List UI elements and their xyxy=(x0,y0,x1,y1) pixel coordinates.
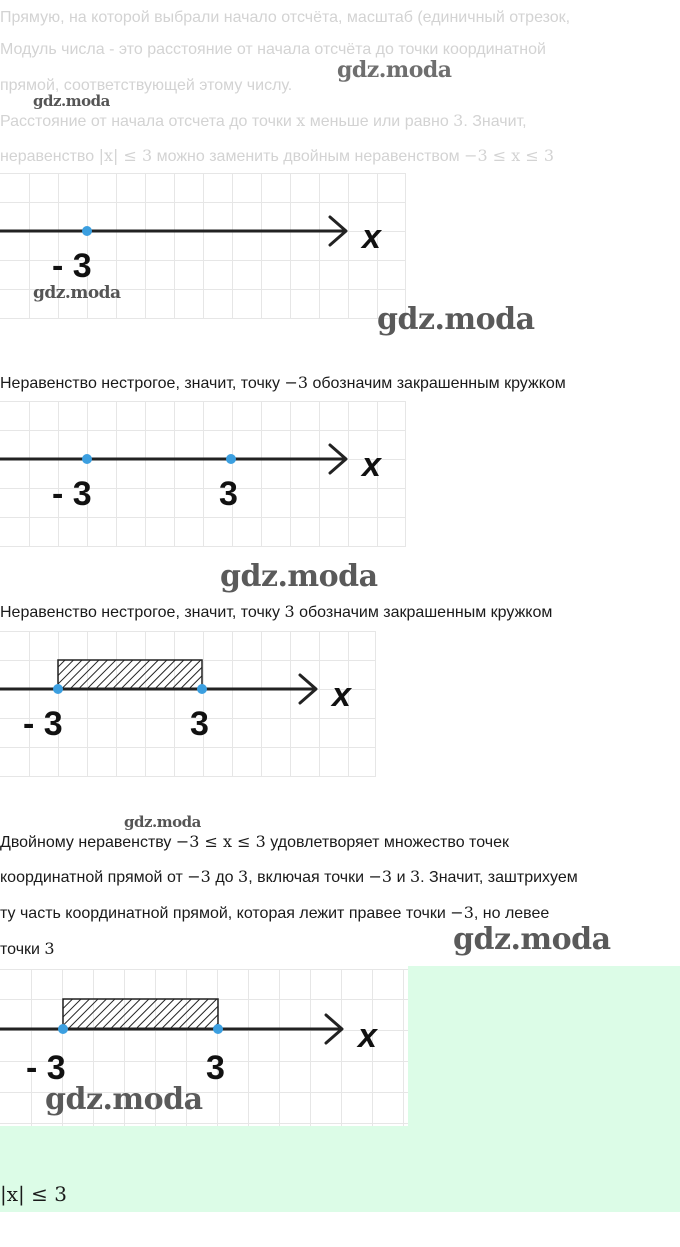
watermark: gdz.moda xyxy=(33,283,121,303)
watermark: gdz.moda xyxy=(377,302,535,337)
answer-background-top xyxy=(408,966,680,1126)
point-minus-3 xyxy=(53,684,63,694)
label-minus-3: - 3 xyxy=(26,1049,66,1087)
label-3: 3 xyxy=(190,705,209,743)
step2-text: Неравенство нестрогое, значит, точку −3 обозначим закрашенным кружком xyxy=(0,373,566,392)
watermark: gdz.moda xyxy=(45,1082,203,1117)
step4-line-2: координатной прямой от −3 до 3, включая точки −3 и 3. Значит, заштрихуем xyxy=(0,867,578,886)
watermark: gdz.moda xyxy=(220,559,378,594)
number-line-figure-3 xyxy=(0,631,376,777)
intro-line-3: прямой, соответствующей этому числу. xyxy=(0,77,293,94)
label-minus-3: - 3 xyxy=(52,247,92,285)
axis-label-x: x xyxy=(362,446,381,484)
watermark: gdz.moda xyxy=(337,57,452,83)
hatched-interval xyxy=(58,660,202,689)
number-line-figure-2 xyxy=(0,401,406,547)
answer-background xyxy=(0,1126,680,1212)
label-minus-3: - 3 xyxy=(23,705,63,743)
number-line-svg-2 xyxy=(0,401,406,547)
watermark: gdz.moda xyxy=(453,922,611,957)
number-line-svg-3 xyxy=(0,631,376,777)
hatched-interval xyxy=(63,999,218,1029)
label-3: 3 xyxy=(219,475,238,513)
axis-label-x: x xyxy=(362,218,381,256)
intro-line-1: Прямую, на которой выбрали начало отсчёта, масштаб (единичный отрезок, xyxy=(0,9,571,26)
intro-line-5: неравенство |x| ≤ 3 можно заменить двойным неравенством −3 ≤ x ≤ 3 xyxy=(0,146,555,165)
intro-line-2: Модуль числа - это расстояние от начала отсчёта до точки координатной xyxy=(0,41,546,58)
point-minus-3 xyxy=(82,226,92,236)
grid-2 xyxy=(0,401,406,547)
answer-text: |x| ≤ 3 xyxy=(0,1182,67,1206)
label-3: 3 xyxy=(206,1049,225,1087)
intro-line-4: Расстояние от начала отсчета до точки x меньше или равно 3. Значит, xyxy=(0,111,527,130)
axis-label-x: x xyxy=(358,1017,377,1055)
grid-3 xyxy=(0,631,376,777)
label-minus-3: - 3 xyxy=(52,475,92,513)
point-minus-3 xyxy=(58,1024,68,1034)
step3-text: Неравенство нестрогое, значит, точку 3 обозначим закрашенным кружком xyxy=(0,602,553,621)
watermark: gdz.moda xyxy=(124,813,201,831)
point-3 xyxy=(197,684,207,694)
point-3 xyxy=(213,1024,223,1034)
point-minus-3 xyxy=(82,454,92,464)
step4-line-1: Двойному неравенству −3 ≤ x ≤ 3 удовлетворяет множество точек xyxy=(0,832,509,851)
step4-line-4: точки 3 xyxy=(0,939,55,958)
axis-label-x: x xyxy=(332,676,351,714)
watermark: gdz.moda xyxy=(33,92,110,110)
point-3 xyxy=(226,454,236,464)
step4-line-3: ту часть координатной прямой, которая лежит правее точки −3, но левее xyxy=(0,903,550,922)
